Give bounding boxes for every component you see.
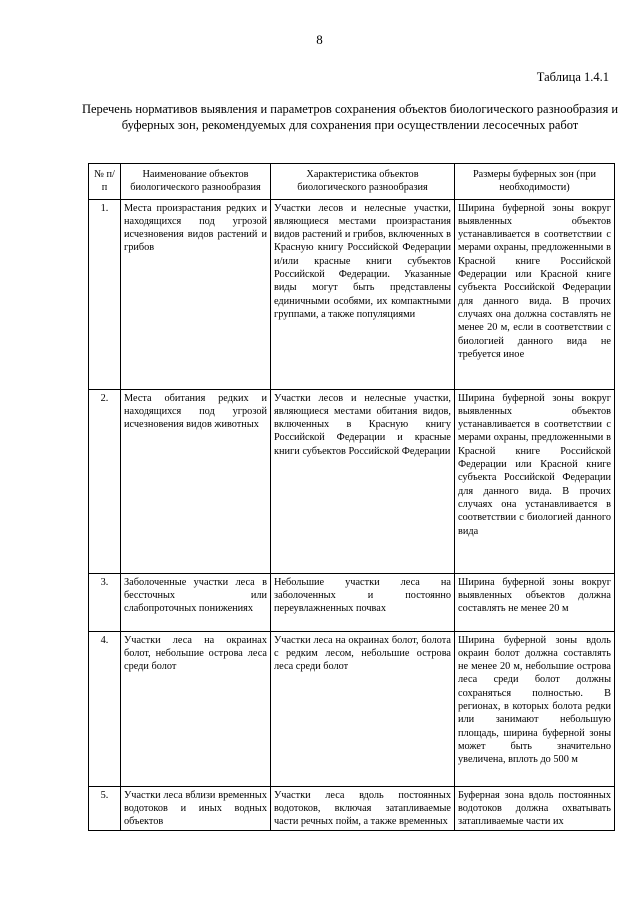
row-characteristic: Участки лесов и нелесные участки, являющиеся местами обитания видов, включенных в Красную книгу Российской Федерации и красные книги субъектов Российской Федерации xyxy=(271,389,455,573)
row-buffer-size: Буферная зона вдоль постоянных водотоков должна охватывать затапливаемые части их xyxy=(455,786,615,831)
table-header-row xyxy=(89,164,615,200)
header-buffer-size: Размеры буферных зон (при необходимости) xyxy=(455,164,615,200)
table-row xyxy=(89,631,615,786)
row-object-name: Заболоченные участки леса в бессточных или слабопроточных понижениях xyxy=(121,573,271,631)
row-number: 4. xyxy=(89,631,121,786)
row-buffer-size: Ширина буферной зоны вокруг выявленных объектов устанавливается в соответствии с мерами охраны, предложенными в Красной книге Российской Федерации или Красной книге субъекта Российской Федерации для данного вида. В прочих случаях она должна составлять не менее 20 м, если в соответствии с биологией данного вида не требуется иное xyxy=(455,199,615,389)
header-number: № п/п xyxy=(89,164,121,200)
row-object-name: Места произрастания редких и находящихся под угрозой исчезновения видов растений и грибов xyxy=(121,199,271,389)
row-characteristic: Участки лесов и нелесные участки, являющиеся местами произрастания видов растений и грибов, включенных в Красную книгу Российской Федерации и/или красные книги субъектов Российской Федерации. Указанные виды могут быть представлены единичными особями, их компактными группами, а также популяциями xyxy=(271,199,455,389)
table-row xyxy=(89,199,615,389)
table-identifier: Таблица 1.4.1 xyxy=(536,70,609,84)
page-number: 8 xyxy=(316,32,323,47)
row-buffer-size: Ширина буферной зоны вокруг выявленных объектов должна составлять не менее 20 м xyxy=(455,573,615,631)
row-characteristic: Участки леса вдоль постоянных водотоков, включая затапливаемые части речных пойм, а также временных xyxy=(271,786,455,831)
table-title: Перечень нормативов выявления и параметров сохранения объектов биологического разнообразия и буферных зон, рекомендуемых для сохранения при осуществлении лесосечных работ xyxy=(81,102,619,132)
row-number: 3. xyxy=(89,573,121,631)
table-row xyxy=(89,573,615,631)
row-number: 1. xyxy=(89,199,121,389)
row-object-name: Участки леса на окраинах болот, небольшие острова леса среди болот xyxy=(121,631,271,786)
table-row xyxy=(89,389,615,573)
biodiversity-table xyxy=(88,163,615,831)
row-characteristic: Небольшие участки леса на заболоченных и постоянно переувлажненных почвах xyxy=(271,573,455,631)
table-row xyxy=(89,786,615,831)
row-number: 5. xyxy=(89,786,121,831)
row-buffer-size: Ширина буферной зоны вдоль окраин болот должна составлять не менее 20 м, небольшие острова леса среди болот должны сохраняться полностью. В регионах, в которых болота редки или занимают небольшую площадь, ширина буферной зоны может быть значительно увеличена, вплоть до 500 м xyxy=(455,631,615,786)
row-object-name: Места обитания редких и находящихся под угрозой исчезновения видов животных xyxy=(121,389,271,573)
header-characteristic: Характеристика объектов биологического разнообразия xyxy=(271,164,455,200)
row-object-name: Участки леса вблизи временных водотоков и иных водных объектов xyxy=(121,786,271,831)
row-buffer-size: Ширина буферной зоны вокруг выявленных объектов устанавливается в соответствии с мерами охраны, предложенными в Красной книге Российской Федерации или Красной книге субъекта Российской Федерации для данного вида. В прочих случаях она устанавливается в соответствии с биологией данного вида xyxy=(455,389,615,573)
header-object-name: Наименование объектов биологического разнообразия xyxy=(121,164,271,200)
row-characteristic: Участки леса на окраинах болот, болота с редким лесом, небольшие острова леса среди болот xyxy=(271,631,455,786)
row-number: 2. xyxy=(89,389,121,573)
